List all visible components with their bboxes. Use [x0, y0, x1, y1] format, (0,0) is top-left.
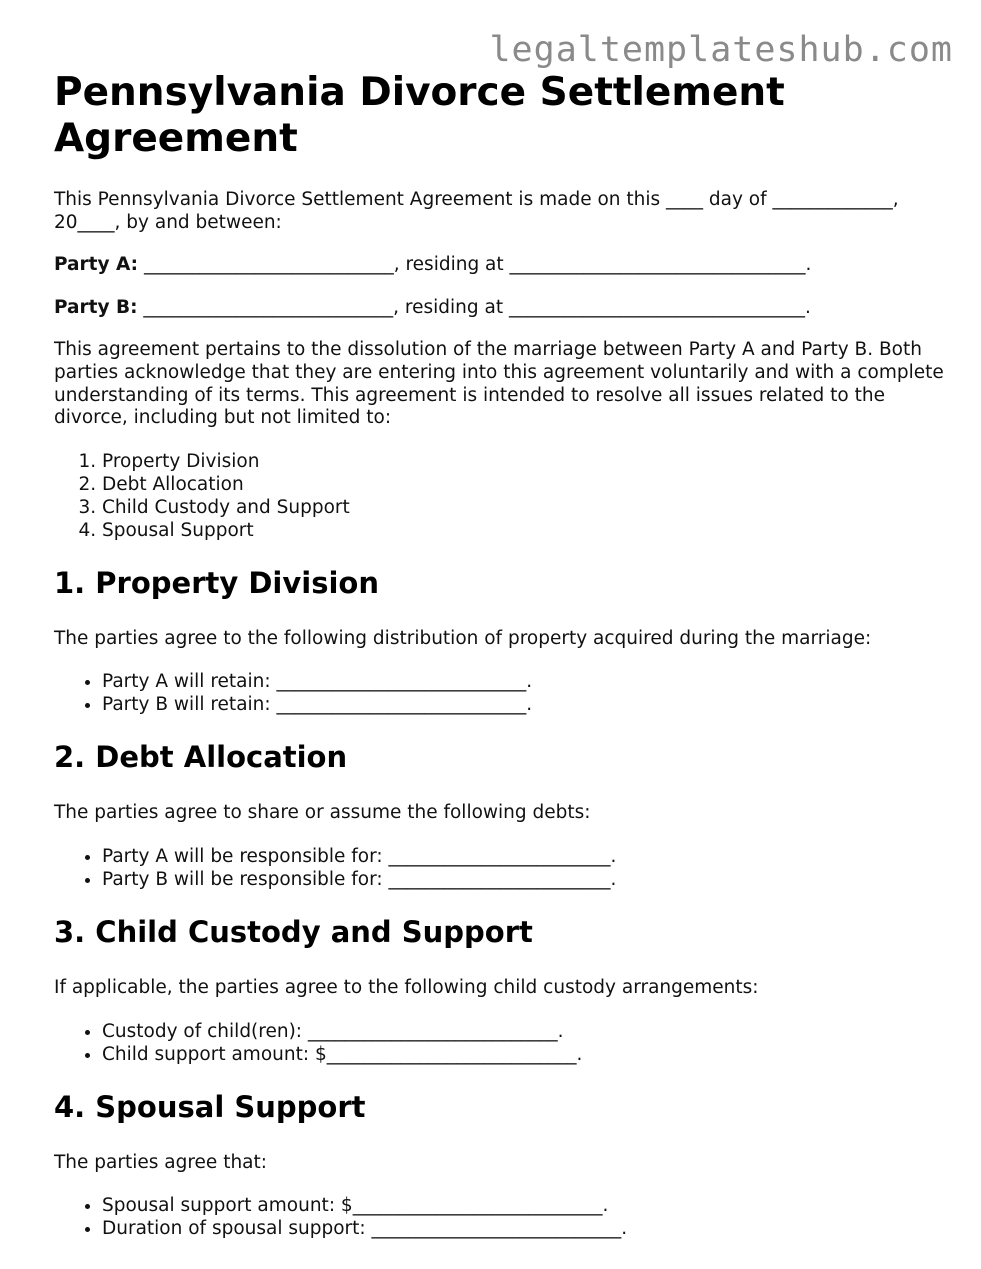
- party-b-line: [54, 297, 944, 320]
- section-text-custody: If applicable, the parties agree to the following child custody arrangements:: [54, 976, 759, 998]
- party-a-label: Party A:: [54, 254, 139, 276]
- debt-list: [54, 845, 944, 891]
- spousal-list: [54, 1194, 944, 1240]
- list-item: • Custody of child(ren): ___________________________.: [102, 1020, 944, 1043]
- list-item: • Spousal support amount: $___________________________.: [102, 1194, 944, 1217]
- section-text-property: The parties agree to the following distribution of property acquired during the marriage:: [54, 627, 872, 649]
- section-text-debt: The parties agree to share or assume the following debts:: [54, 802, 591, 824]
- party-a-line: [54, 254, 944, 277]
- party-b-fields: ___________________________, residing at ________________________________.: [137, 296, 811, 318]
- document-title: Pennsylvania Divorce Settlement Agreement: [54, 70, 785, 161]
- list-item: • Child support amount: $___________________________.: [102, 1043, 944, 1066]
- list-item: 2. Debt Allocation: [102, 473, 944, 496]
- custody-list: [54, 1020, 944, 1066]
- purpose-paragraph: This agreement pertains to the dissolution of the marriage between Party A and Party B. Both parties acknowledge that they are entering into this agreement voluntarily and with a complete understanding of its terms. This agreement is intended to resolve all issues related to the divorce, including but not limited to:: [54, 339, 944, 429]
- list-item: 3. Child Custody and Support: [102, 496, 944, 519]
- property-list: [54, 670, 944, 716]
- list-item: • Party B will be responsible for: ________________________.: [102, 868, 944, 891]
- section-heading-custody: 3. Child Custody and Support: [54, 914, 533, 949]
- party-b-label: Party B:: [54, 296, 138, 318]
- list-item: • Party B will retain: ___________________________.: [102, 693, 944, 716]
- watermark: legaltemplateshub.com: [489, 30, 953, 70]
- party-a-fields: ___________________________, residing at ________________________________.: [138, 254, 812, 276]
- list-item: 1. Property Division: [102, 450, 944, 473]
- list-item: • Party A will retain: ___________________________.: [102, 670, 944, 693]
- section-heading-property: 1. Property Division: [54, 565, 379, 600]
- section-heading-debt: 2. Debt Allocation: [54, 740, 348, 775]
- intro-paragraph: This Pennsylvania Divorce Settlement Agreement is made on this ____ day of _____________, 20____, by and between:: [54, 189, 899, 233]
- section-heading-spousal: 4. Spousal Support: [54, 1089, 366, 1124]
- list-item: • Duration of spousal support: ___________________________.: [102, 1217, 944, 1240]
- document-page: [54, 70, 944, 1264]
- issues-list: [54, 450, 944, 542]
- list-item: • Party A will be responsible for: ________________________.: [102, 845, 944, 868]
- section-text-spousal: The parties agree that:: [54, 1151, 267, 1173]
- list-item: 4. Spousal Support: [102, 519, 944, 542]
